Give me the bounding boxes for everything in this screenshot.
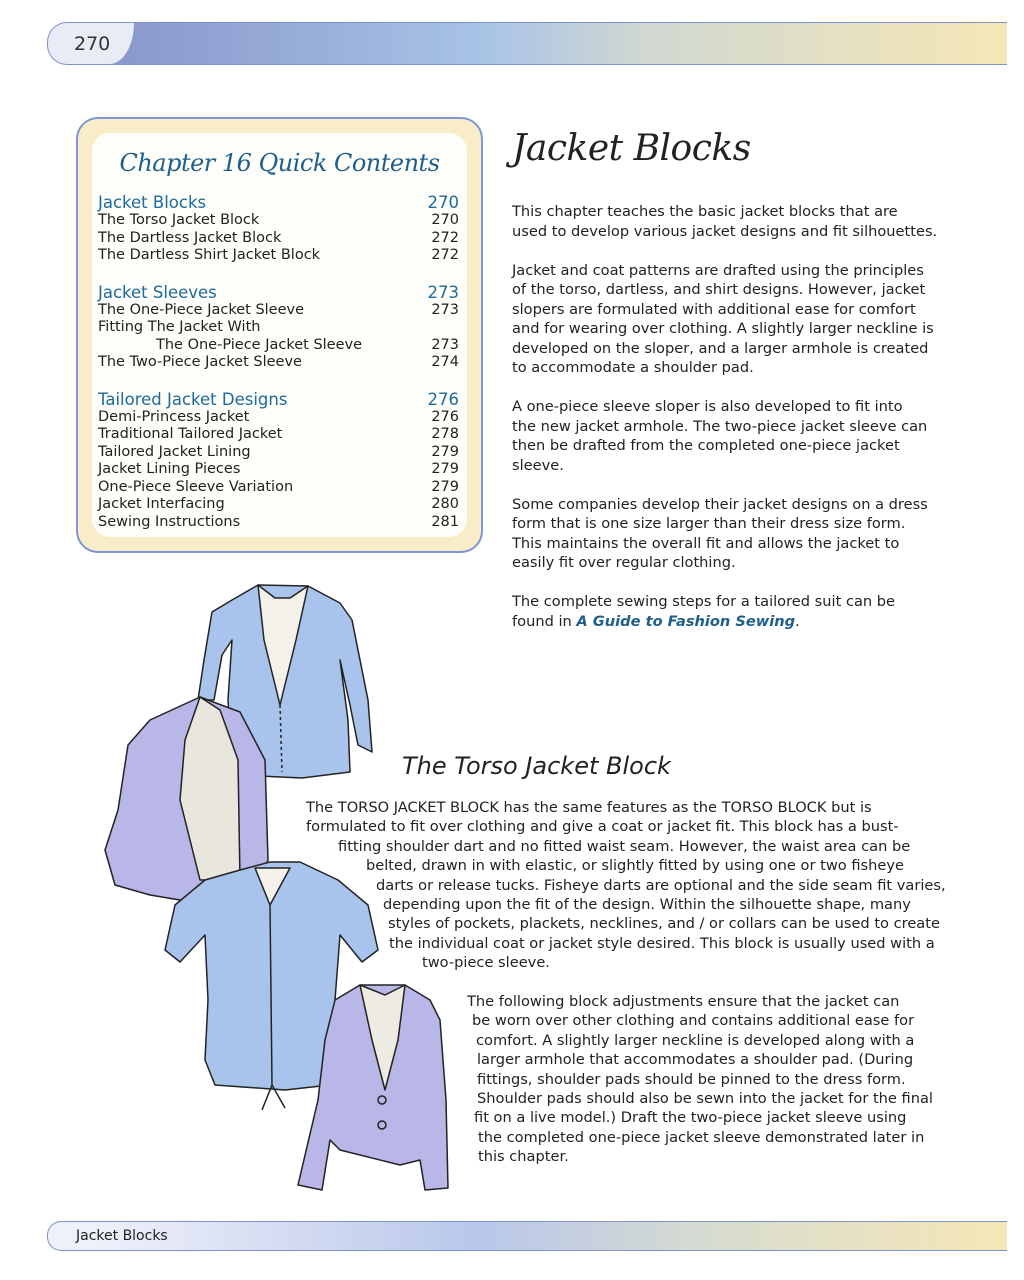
toc-section-page: 273: [427, 282, 459, 302]
toc-item-label: The Torso Jacket Block: [98, 212, 260, 228]
toc-item-label: Traditional Tailored Jacket: [98, 426, 283, 442]
page-footer-band: [47, 1221, 1007, 1251]
page-number: 270: [48, 23, 134, 64]
toc-item-label: The One-Piece Jacket Sleeve: [156, 336, 363, 353]
text-line: and for wearing over clothing. A slightly larger neckline is: [512, 320, 934, 337]
toc-item-label: One-Piece Sleeve Variation: [98, 478, 294, 495]
toc-item-label: The One-Piece Jacket Sleeve: [98, 301, 305, 318]
text-line: used to develop various jacket designs and fit silhouettes.: [512, 222, 938, 240]
text-line: the completed one-piece jacket sleeve demonstrated later in: [478, 1128, 925, 1146]
toc-item-page: 273: [431, 301, 459, 318]
toc-item-page: 279: [431, 478, 459, 495]
text-line: sleeve.: [512, 456, 564, 474]
text-line: darts or release tucks. Fisheye darts are optional and the side seam fit varies,: [376, 876, 946, 894]
toc-item-page: 281: [431, 513, 459, 530]
text-fragment: .: [795, 612, 800, 630]
toc-item-label: Demi-Princess Jacket: [98, 408, 250, 425]
text-line: the individual coat or jacket style desired. This block is usually used with a: [389, 934, 935, 952]
text-line: developed on the sloper, and a larger armhole is created: [512, 339, 929, 357]
book-title-link: A Guide to Fashion Sewing: [576, 612, 796, 630]
toc-section-page: 270: [427, 193, 459, 212]
text-line: form that is one size larger than their dress size form.: [512, 515, 906, 532]
text-line: larger armhole that accommodates a shoulder pad. (During: [477, 1051, 914, 1069]
toc-item-label: Jacket Lining Pieces: [98, 461, 241, 477]
toc-item-label: The Dartless Jacket Block: [98, 229, 282, 246]
text-line: the new jacket armhole. The two-piece jacket sleeve can: [512, 417, 928, 435]
text-line: easily fit over regular clothing.: [512, 554, 736, 571]
text-line: Shoulder pads should also be sewn into the jacket for the final: [477, 1090, 933, 1107]
text-line: This maintains the overall fit and allows the jacket to: [512, 534, 900, 552]
toc-item-label: The Two-Piece Jacket Sleeve: [98, 354, 302, 370]
text-line: fitting shoulder dart and no fitted waist seam. However, the waist area can be: [338, 837, 911, 855]
text-line: comfort. A slightly larger neckline is developed along with a: [476, 1031, 915, 1049]
text-line: formulated to fit over clothing and give a coat or jacket fit. This block has a bust-: [306, 818, 899, 836]
text-line: to accommodate a shoulder pad.: [512, 359, 754, 376]
section-subtitle: The Torso Jacket Block: [402, 752, 671, 780]
toc-item-page: 274: [431, 354, 459, 370]
text-line: This chapter teaches the basic jacket blocks that are: [512, 203, 898, 220]
text-line: slopers are formulated with additional ease for comfort: [512, 300, 916, 318]
toc-section-label: Tailored Jacket Designs: [98, 389, 288, 409]
toc-section-label: Jacket Sleeves: [98, 282, 217, 302]
text-line: styles of pockets, plackets, necklines, and / or collars can be used to create: [388, 915, 940, 933]
text-line: fittings, shoulder pads should be pinned to the dress form.: [477, 1070, 906, 1088]
text-fragment: found in: [512, 612, 577, 630]
text-line: of the torso, dartless, and shirt designs. However, jacket: [512, 281, 926, 298]
toc-item-page: 272: [431, 247, 459, 263]
toc-item-page: 276: [431, 408, 459, 425]
text-line: then be drafted from the completed one-piece jacket: [512, 437, 900, 454]
footer-label: Jacket Blocks: [76, 1228, 168, 1244]
toc-section-label: Jacket Blocks: [98, 193, 207, 212]
toc-section-page: 276: [427, 389, 459, 409]
toc-item-page: 280: [431, 496, 459, 512]
text-line: Some companies develop their jacket designs on a dress: [512, 495, 928, 513]
toc-item-page: 270: [431, 212, 459, 228]
toc-title: Chapter 16 Quick Contents: [119, 149, 440, 177]
text-line: The complete sewing steps for a tailored suit can be: [512, 593, 896, 610]
toc-item-page: 273: [431, 336, 459, 353]
text-line: Jacket and coat patterns are drafted using the principles: [512, 261, 924, 279]
toc-item-label: The Dartless Shirt Jacket Block: [98, 247, 321, 263]
toc-item-page: 272: [431, 229, 459, 246]
toc-item-label: Jacket Interfacing: [98, 496, 225, 512]
text-line: The following block adjustments ensure that the jacket can: [467, 993, 900, 1010]
text-line: A one-piece sleeve sloper is also developed to fit into: [512, 398, 903, 415]
toc-item-page: 279: [431, 443, 459, 460]
toc-item-page: 278: [431, 426, 459, 442]
text-line: The TORSO JACKET BLOCK has the same features as the TORSO BLOCK but is: [306, 799, 872, 816]
toc-item-label: Sewing Instructions: [98, 513, 241, 530]
toc-item-label: Fitting The Jacket With: [98, 319, 261, 335]
text-line: depending upon the fit of the design. Within the silhouette shape, many: [383, 896, 911, 913]
text-line: belted, drawn in with elastic, or slightly fitted by using one or two fisheye: [366, 857, 904, 875]
text-line: be worn over other clothing and contains additional ease for: [472, 1012, 915, 1030]
page-title: Jacket Blocks: [512, 128, 751, 169]
text-line: two-piece sleeve.: [422, 954, 550, 972]
toc-item-label: Tailored Jacket Lining: [98, 443, 251, 460]
toc-item-page: 279: [431, 461, 459, 477]
text-line: this chapter.: [478, 1148, 569, 1166]
text-line: fit on a live model.) Draft the two-piece jacket sleeve using: [474, 1109, 907, 1127]
